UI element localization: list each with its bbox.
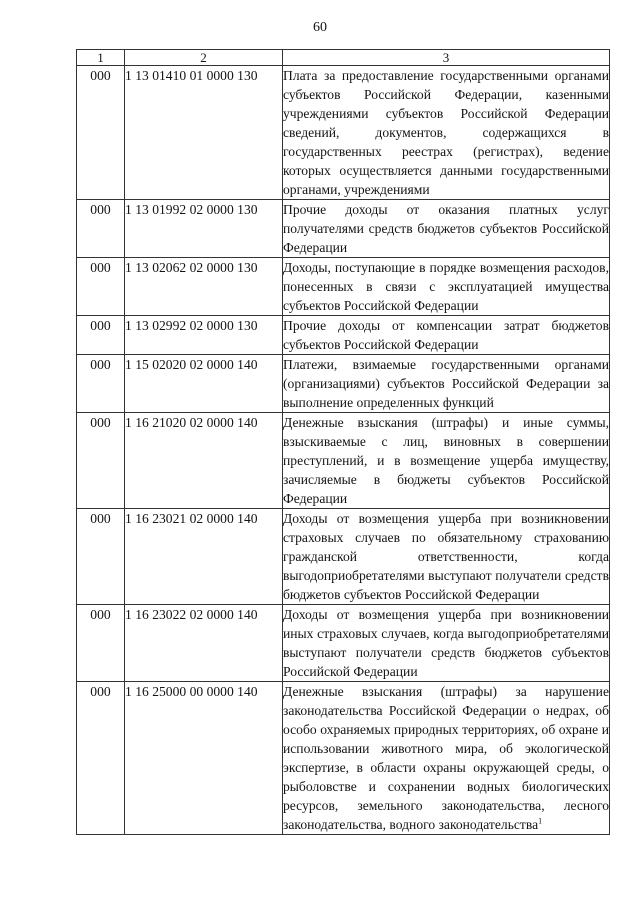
revenue-code-cell: 1 16 23021 02 0000 140 — [125, 509, 283, 605]
revenue-code-cell: 1 15 02020 02 0000 140 — [125, 355, 283, 413]
revenue-description-cell: Доходы от возмещения ущерба при возникновении страховых случаев по обязательному страхованию гражданской ответственности, когда выгодоприобретателями выступают получатели средств бюджетов субъектов Российской Федерации — [283, 509, 610, 605]
revenue-description-cell: Прочие доходы от оказания платных услуг получателями средств бюджетов субъектов Российской Федерации — [283, 200, 610, 258]
table-row — [77, 413, 610, 509]
table-row — [77, 66, 610, 200]
table-row — [77, 316, 610, 355]
admin-code-cell: 000 — [77, 413, 125, 509]
table-row — [77, 605, 610, 682]
revenue-code-cell: 1 16 25000 00 0000 140 — [125, 682, 283, 835]
revenue-code-cell: 1 13 02992 02 0000 130 — [125, 316, 283, 355]
revenue-classification-table — [76, 49, 610, 835]
revenue-description-cell: Доходы, поступающие в порядке возмещения расходов, понесенных в связи с эксплуатацией имущества субъектов Российской Федерации — [283, 258, 610, 316]
admin-code-cell: 000 — [77, 66, 125, 200]
admin-code-cell: 000 — [77, 605, 125, 682]
revenue-description-text: Денежные взыскания (штрафы) за нарушение законодательства Российской Федерации о недрах, об особо охраняемых природных территориях, об охране и использовании животного мира, об экологической экспертизе, в области охраны окружающей среды, о рыболовстве и сохранении водных биологических ресурсов, земельного законодательства, лесного законодательства, водного законодательства — [283, 684, 609, 832]
revenue-code-cell: 1 13 01410 01 0000 130 — [125, 66, 283, 200]
admin-code-cell: 000 — [77, 682, 125, 835]
page-number: 60 — [313, 20, 327, 35]
revenue-description-cell: Прочие доходы от компенсации затрат бюджетов субъектов Российской Федерации — [283, 316, 610, 355]
table-row — [77, 258, 610, 316]
column-header-2: 2 — [125, 50, 283, 66]
footnote-marker: 1 — [538, 816, 543, 826]
table-row — [77, 355, 610, 413]
revenue-code-cell: 1 13 02062 02 0000 130 — [125, 258, 283, 316]
column-header-1: 1 — [77, 50, 125, 66]
revenue-description-cell: Доходы от возмещения ущерба при возникновении иных страховых случаев, когда выгодоприобретателями выступают получатели средств бюджетов субъектов Российской Федерации — [283, 605, 610, 682]
revenue-description-cell: Денежные взыскания (штрафы) и иные суммы, взыскиваемые с лиц, виновных в совершении преступлений, и в возмещение ущерба имуществу, зачисляемые в бюджеты субъектов Российской Федерации — [283, 413, 610, 509]
revenue-description-cell: Плата за предоставление государственными органами субъектов Российской Федерации, казенными учреждениями субъектов Российской Федерации сведений, документов, содержащихся в государственных реестрах (регистрах), ведение которых осуществляется данными государственными органами, учреждениями — [283, 66, 610, 200]
admin-code-cell: 000 — [77, 509, 125, 605]
revenue-code-cell: 1 16 23022 02 0000 140 — [125, 605, 283, 682]
table-row — [77, 682, 610, 835]
revenue-code-cell: 1 16 21020 02 0000 140 — [125, 413, 283, 509]
table-row — [77, 200, 610, 258]
revenue-description-cell: Платежи, взимаемые государственными органами (организациями) субъектов Российской Федерации за выполнение определенных функций — [283, 355, 610, 413]
table-row — [77, 509, 610, 605]
table-header-row — [77, 50, 610, 66]
admin-code-cell: 000 — [77, 316, 125, 355]
column-header-3: 3 — [283, 50, 610, 66]
admin-code-cell: 000 — [77, 355, 125, 413]
admin-code-cell: 000 — [77, 200, 125, 258]
admin-code-cell: 000 — [77, 258, 125, 316]
revenue-description-cell — [283, 682, 610, 835]
revenue-code-cell: 1 13 01992 02 0000 130 — [125, 200, 283, 258]
